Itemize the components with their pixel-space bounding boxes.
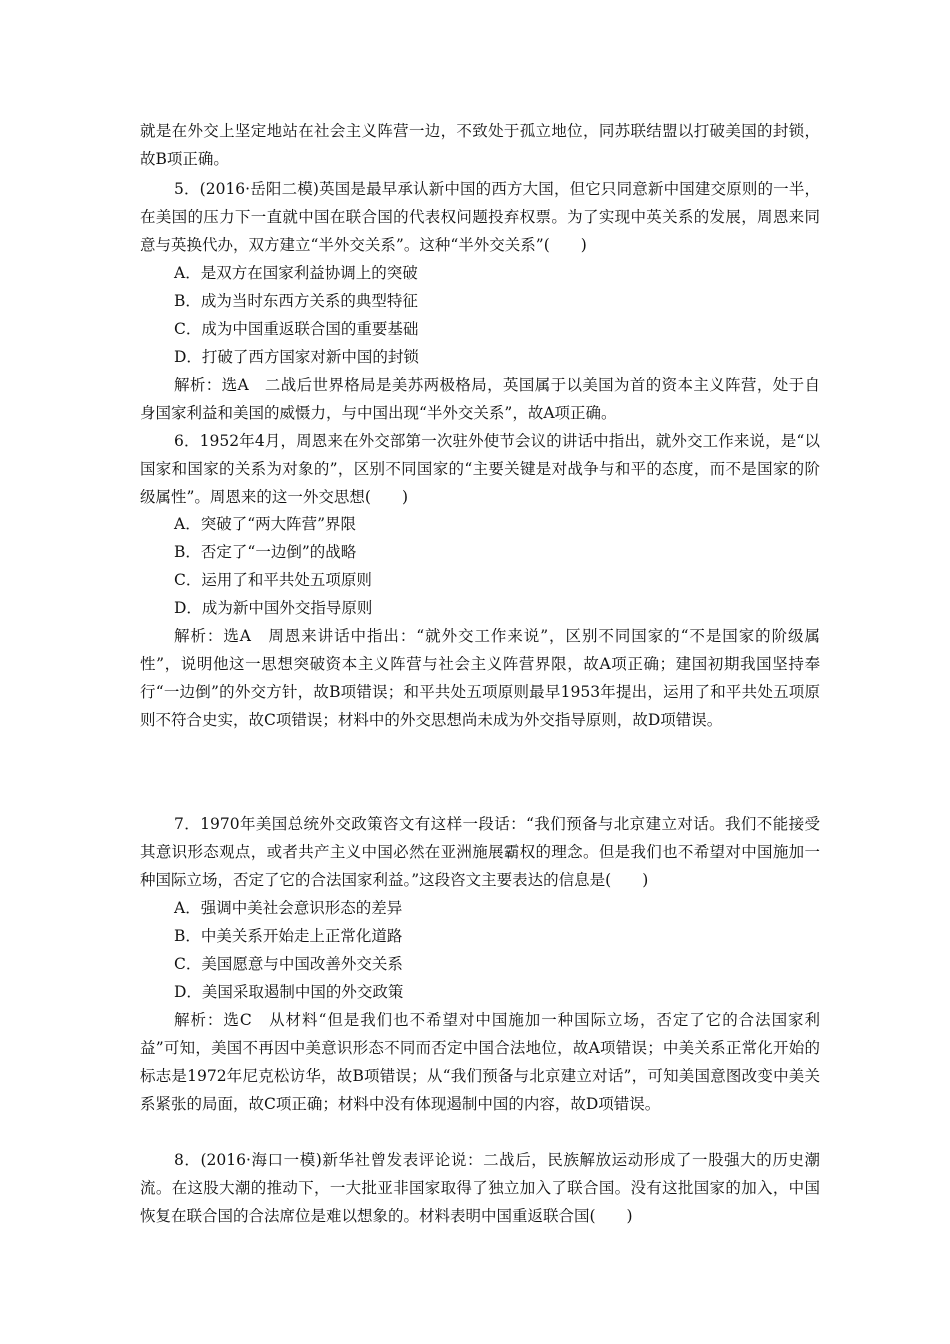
question-5-stem: 5．(2016·岳阳二模)英国是最早承认新中国的西方大国，但它只同意新中国建交原则的一半，在美国的压力下一直就中国在联合国的代表权问题投弃权票。为了实现中英关系的发展，周恩来同意与英换代办，双方建立“半外交关系”。这种“半外交关系”( ) bbox=[140, 180, 820, 254]
question-5-option-d: D．打破了西方国家对新中国的封锁 bbox=[174, 348, 419, 366]
question-7-option-d: D．美国采取遏制中国的外交政策 bbox=[174, 983, 404, 1001]
question-7-option-a: A．强调中美社会意识形态的差异 bbox=[174, 899, 403, 917]
question-5-option-c: C．成为中国重返联合国的重要基础 bbox=[174, 320, 419, 338]
question-6-option-d: D．成为新中国外交指导原则 bbox=[174, 599, 373, 617]
question-6-stem: 6．1952年4月，周恩来在外交部第一次驻外使节会议的讲话中指出，就外交工作来说，是“以国家和国家的关系为对象的”，区别不同国家的“主要关键是对战争与和平的态度，而不是国家的阶级属性”。周恩来的这一外交思想( ) bbox=[140, 432, 820, 506]
question-6-option-c: C．运用了和平共处五项原则 bbox=[174, 571, 372, 589]
question-5-option-b: B．成为当时东西方关系的典型特征 bbox=[174, 292, 418, 310]
question-6-analysis: 解析：选A 周恩来讲话中指出：“就外交工作来说”，区别不同国家的“不是国家的阶级属性”，说明他这一思想突破资本主义阵营与社会主义阵营界限，故A项正确；建国初期我国坚持奉行“一边倒”的外交方针，故B项错误；和平共处五项原则最早1953年提出，运用了和平共处五项原则不符合史实，故C项错误；材料中的外交思想尚未成为外交指导原则，故D项错误。 bbox=[140, 627, 820, 729]
question-5-analysis: 解析：选A 二战后世界格局是美苏两极格局，英国属于以美国为首的资本主义阵营，处于自身国家利益和美国的威慑力，与中国出现“半外交关系”，故A项正确。 bbox=[140, 376, 820, 422]
question-8-stem: 8．(2016·海口一模)新华社曾发表评论说：二战后，民族解放运动形成了一股强大的历史潮流。在这股大潮的推动下，一大批亚非国家取得了独立加入了联合国。没有这批国家的加入，中国恢复在联合国的合法席位是难以想象的。材料表明中国重返联合国( ) bbox=[140, 1151, 820, 1225]
question-7-option-c: C．美国愿意与中国改善外交关系 bbox=[174, 955, 403, 973]
question-6-option-b: B．否定了“一边倒”的战略 bbox=[174, 543, 357, 561]
question-7-stem: 7．1970年美国总统外交政策咨文有这样一段话：“我们预备与北京建立对话。我们不能接受其意识形态观点，或者共产主义中国必然在亚洲施展霸权的理念。但是我们也不希望对中国施加一种国际立场，否定了它的合法国家利益。”这段咨文主要表达的信息是( ) bbox=[140, 815, 820, 889]
question-5-option-a: A．是双方在国家利益协调上的突破 bbox=[174, 264, 418, 282]
question-7-analysis: 解析：选C 从材料“但是我们也不希望对中国施加一种国际立场，否定了它的合法国家利益”可知，美国不再因中美意识形态不同而否定中国合法地位，故A项错误；中美关系正常化开始的标志是1972年尼克松访华，故B项错误；从“我们预备与北京建立对话”，可知美国意图改变中美关系紧张的局面，故C项正确；材料中没有体现遏制中国的内容，故D项错误。 bbox=[140, 1011, 820, 1113]
question-7-option-b: B．中美关系开始走上正常化道路 bbox=[174, 927, 403, 945]
question-6-option-a: A．突破了“两大阵营”界限 bbox=[174, 515, 357, 533]
paragraph-q4-analysis-end: 就是在外交上坚定地站在社会主义阵营一边，不致处于孤立地位，同苏联结盟以打破美国的封锁，故B项正确。 bbox=[140, 122, 820, 168]
